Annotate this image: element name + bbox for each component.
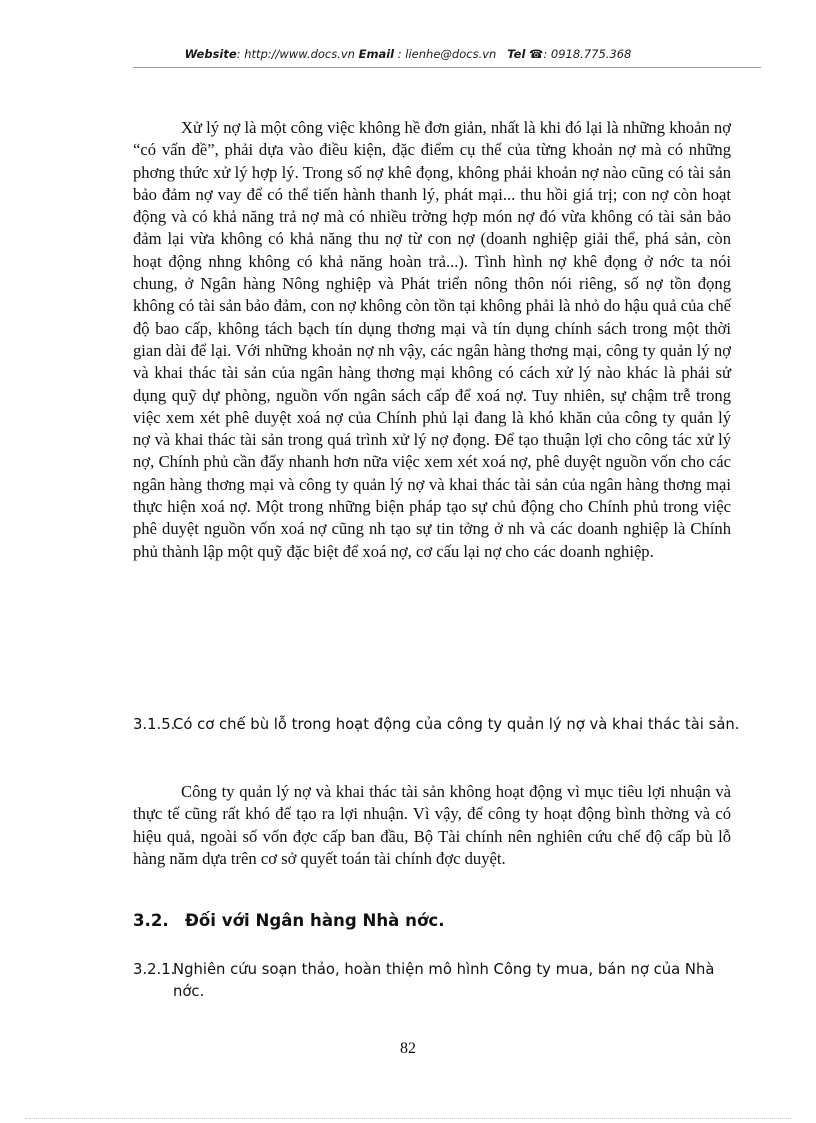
subheading-3-1-5-text: Có cơ chế bù lỗ trong hoạt động của công ty quản lý nợ và khai thác tài sản. xyxy=(173,716,740,733)
tel-value: ☎: 0918.775.368 xyxy=(525,47,632,61)
subheading-3-2-1-text: Nghiên cứu soạn thảo, hoàn thiện mô hình Công ty mua, bán nợ của Nhà nớc. xyxy=(173,961,715,1000)
subheading-3-2-1 xyxy=(133,959,743,1003)
header-divider xyxy=(133,67,761,68)
email-label: Email xyxy=(358,47,395,61)
section-3-2-title: Đối với Ngân hàng Nhà nớc. xyxy=(185,911,445,930)
section-3-2-number: 3.2. xyxy=(133,911,169,930)
website-url: : http://www.docs.vn xyxy=(236,47,355,61)
page-number: 82 xyxy=(400,1040,416,1057)
paragraph-2-text: Công ty quản lý nợ và khai thác tài sản không hoạt động vì mục tiêu lợi nhuận và thực tế cũng rất khó để tạo ra lợi nhuận. Vì vậy, để công ty hoạt động bình thờng và có hiệu quả, ngoài số vốn đợc cấp ban đầu, Bộ Tài chính nên nghiên cứu chế độ cấp bù lỗ hàng năm dựa trên cơ sở quyết toán tài chính đợc duyệt. xyxy=(133,782,731,868)
email-value: : lienhe@docs.vn xyxy=(394,47,497,61)
footer-divider xyxy=(25,1118,791,1119)
website-label: Website xyxy=(184,47,237,61)
paragraph-1 xyxy=(133,117,731,563)
tel-label: Tel xyxy=(507,47,526,61)
section-3-2-heading xyxy=(133,911,445,930)
paragraph-2 xyxy=(133,781,731,870)
paragraph-1-text: Xử lý nợ là một công việc không hề đơn giản, nhất là khi đó lại là những khoản nợ “có vấn đề”, phải dựa vào điều kiện, đặc điểm cụ thể của từng khoản nợ mà có những phơng thức xử lý hợp lý. Trong số nợ khê đọng, không phải khoản nợ nào cũng có tài sản bảo đảm nợ vay để có thể tiến hành thanh lý, phát mại... thu hồi giá trị; con nợ còn hoạt động và có khả năng trả nợ mà có nhiều trờng hợp món nợ đó vừa không có tài sản bảo đảm lại vừa không có khả năng thu nợ từ con nợ (doanh nghiệp giải thể, phá sản, còn hoạt động nhng không có khả năng hoàn trả...). Tình hình nợ khê đọng ở nớc ta nói chung, ở Ngân hàng Nông nghiệp và Phát triển nông thôn nói riêng, số nợ tồn đọng không có tài sản bảo đảm, con nợ không còn tồn tại không phải là nhỏ do hậu quả của chế độ bao cấp, không tách bạch tín dụng thơng mại và tín dụng chính sách trong một thời gian dài để lại. Với những khoản nợ nh vậy, các ngân hàng thơng mại, công ty quản lý nợ và khai thác tài sản của ngân hàng thơng mại không có cách xử lý nào khác là phải sử dụng quỹ dự phòng, nguồn vốn ngân sách cấp để xoá nợ. Tuy nhiên, sự chậm trễ trong việc xem xét phê duyệt xoá nợ của Chính phủ lại đang là khó khăn của công ty quản lý nợ và khai thác tài sản trong quá trình xử lý nợ đọng. Để tạo thuận lợi cho công tác xử lý nợ, Chính phủ cần đẩy nhanh hơn nữa việc xem xét xoá nợ, phê duyệt nguồn vốn cho các ngân hàng thơng mại và công ty quản lý nợ và khai thác tài sản của ngân hàng thơng mại thực hiện xoá nợ. Một trong những biện pháp tạo sự chủ động cho Chính phủ trong việc phê duyệt nguồn vốn xoá nợ cũng nh tạo sự tin tởng ở nh và các doanh nghiệp là Chính phủ thành lập một quỹ đặc biệt để xoá nợ, cơ cấu lại nợ cho các doanh nghiệp. xyxy=(133,118,731,561)
subheading-3-2-1-number: 3.2.1. xyxy=(133,961,176,978)
page-header xyxy=(0,47,816,61)
subheading-3-1-5-number: 3.1.5. xyxy=(133,716,176,733)
subheading-3-1-5 xyxy=(133,714,743,736)
